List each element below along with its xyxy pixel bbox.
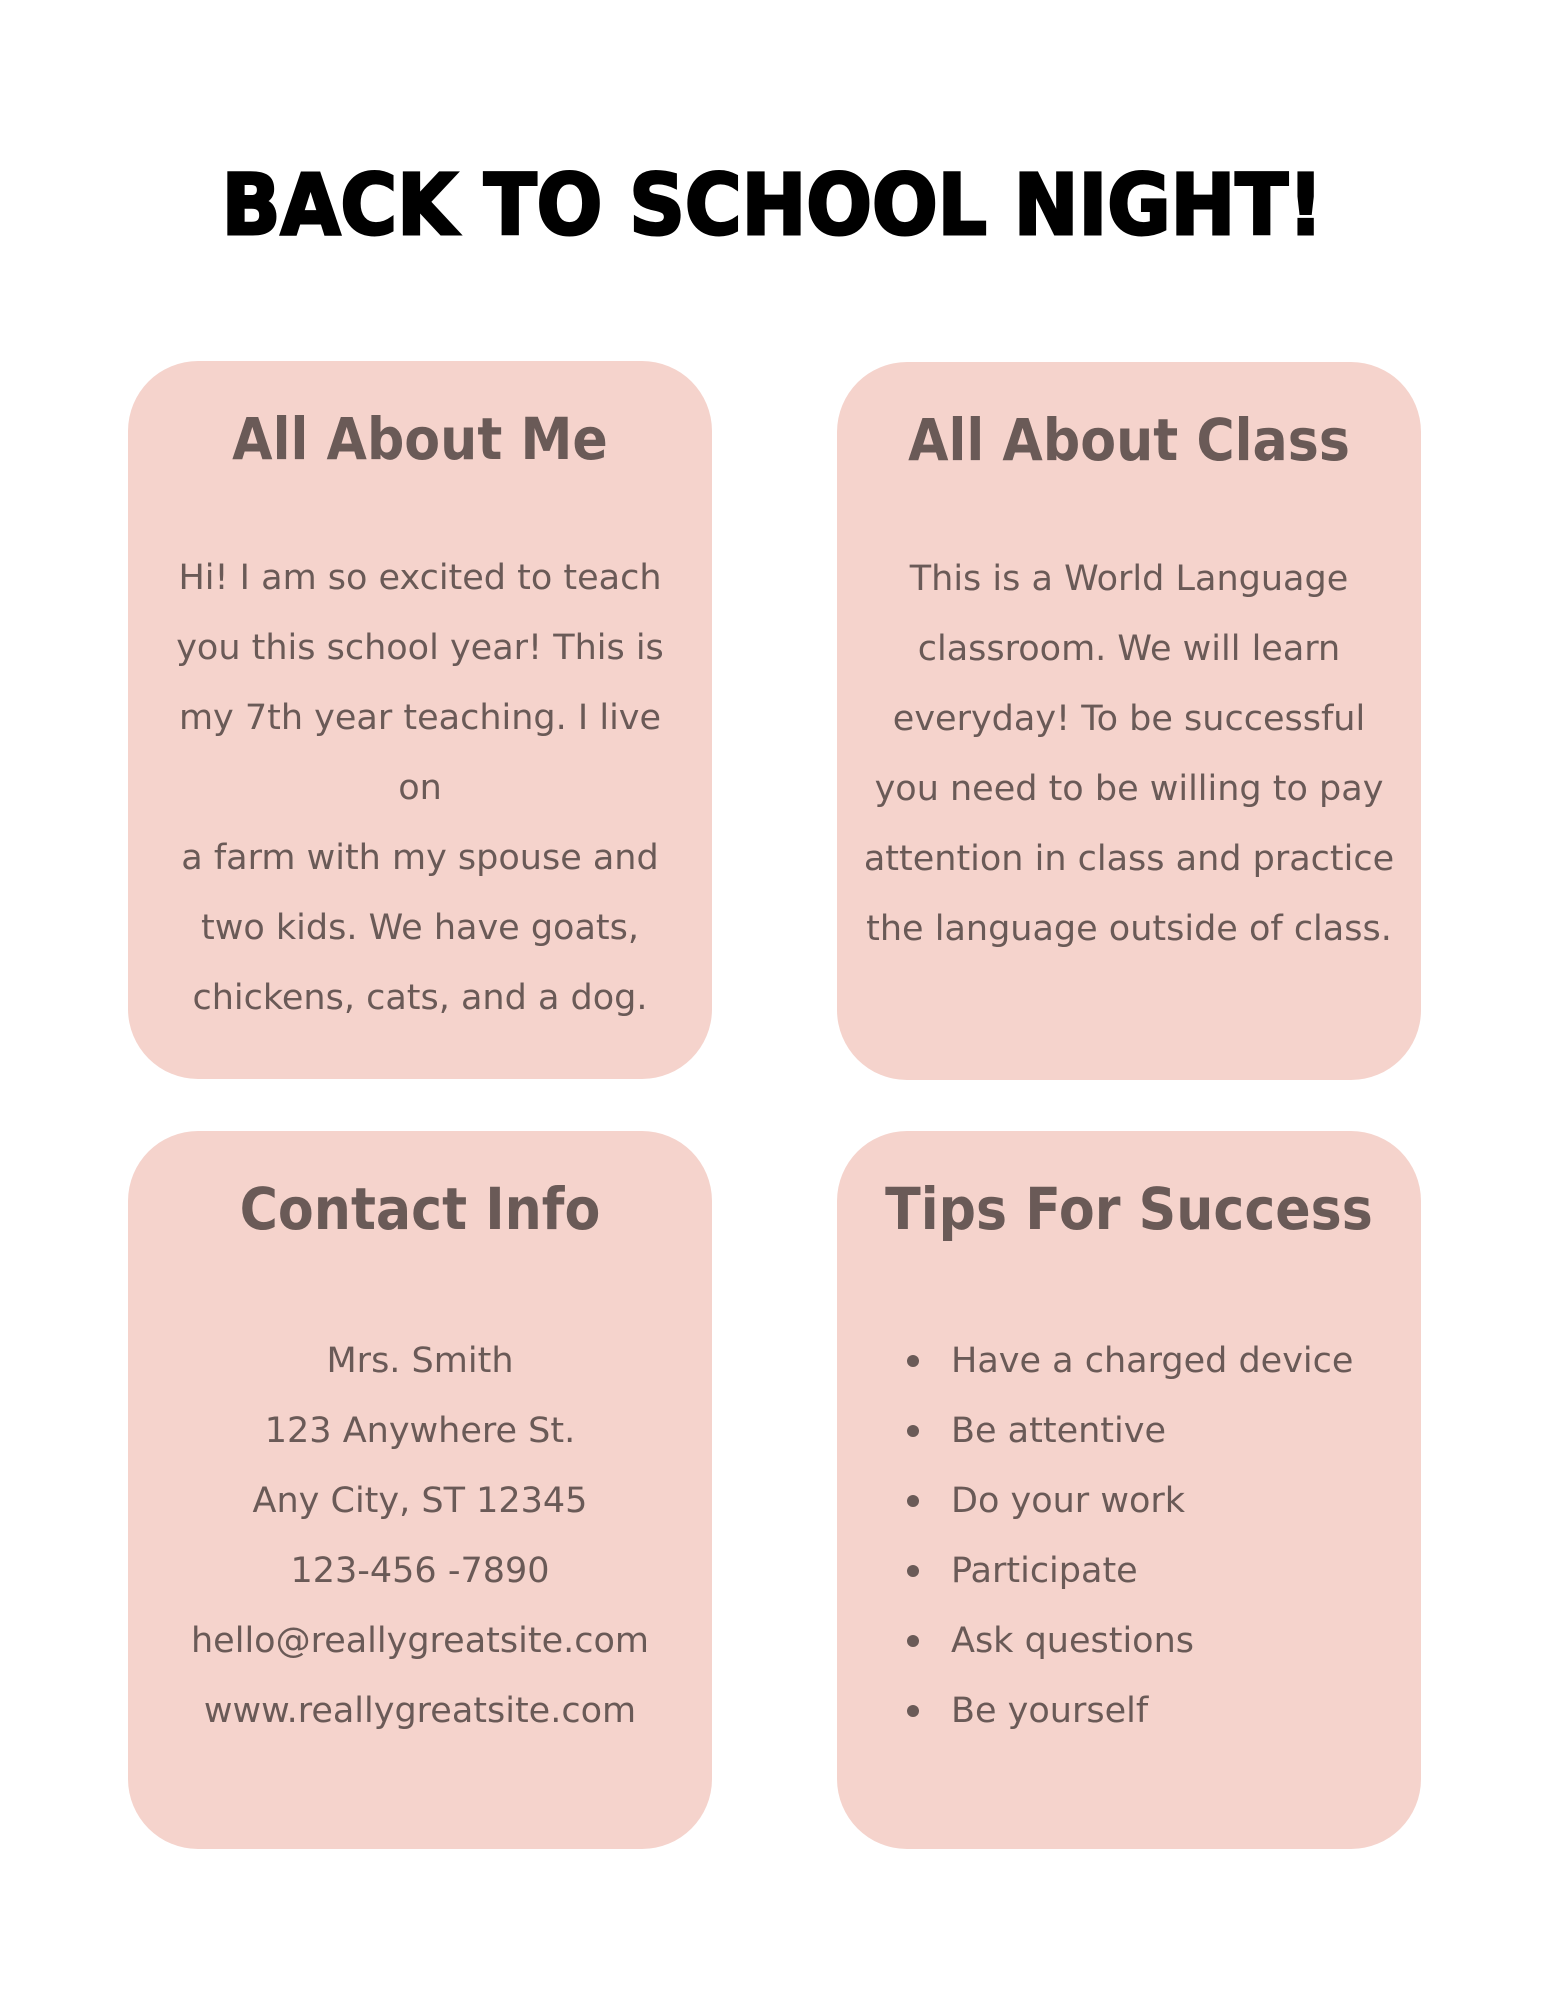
about-me-text xyxy=(152,543,688,1033)
tip-text: Do your work xyxy=(951,1481,1186,1521)
contact-street: 123 Anywhere St. xyxy=(264,1411,576,1451)
tip-text: Ask questions xyxy=(951,1621,1195,1661)
contact-info-heading: Contact Info xyxy=(239,1175,601,1243)
contact-phone: 123-456 -7890 xyxy=(290,1551,550,1591)
page-title: BACK TO SCHOOL NIGHT! xyxy=(221,156,1324,254)
about-class-heading: All About Class xyxy=(908,406,1350,474)
tips-heading: Tips For Success xyxy=(885,1175,1373,1243)
bullet-icon xyxy=(907,1495,919,1507)
about-me-line: Hi! I am so excited to teach xyxy=(178,558,662,598)
tip-text: Be yourself xyxy=(951,1691,1149,1731)
bullet-icon xyxy=(907,1635,919,1647)
about-class-text xyxy=(861,544,1397,964)
tips-card xyxy=(837,1131,1421,1849)
bullet-icon xyxy=(907,1705,919,1717)
about-class-line: everyday! To be successful xyxy=(892,699,1366,739)
about-me-heading: All About Me xyxy=(232,405,608,473)
about-me-card xyxy=(128,361,712,1079)
contact-name: Mrs. Smith xyxy=(326,1341,514,1381)
tip-item xyxy=(907,1606,1353,1676)
contact-info-card xyxy=(128,1131,712,1849)
contact-website: www.reallygreatsite.com xyxy=(203,1691,637,1731)
about-class-line: you need to be willing to pay xyxy=(874,769,1384,809)
contact-list xyxy=(128,1326,712,1746)
tip-text: Be attentive xyxy=(951,1411,1166,1451)
about-class-card xyxy=(837,362,1421,1080)
contact-city: Any City, ST 12345 xyxy=(252,1481,588,1521)
about-class-line: attention in class and practice xyxy=(863,839,1395,879)
about-me-line: a farm with my spouse and xyxy=(181,838,659,878)
tip-item xyxy=(907,1536,1353,1606)
bullet-icon xyxy=(907,1425,919,1437)
bullet-icon xyxy=(907,1355,919,1367)
tips-list xyxy=(907,1326,1353,1746)
about-me-line: chickens, cats, and a dog. xyxy=(192,978,648,1018)
bullet-icon xyxy=(907,1565,919,1577)
tip-item xyxy=(907,1466,1353,1536)
about-me-line: two kids. We have goats, xyxy=(201,908,639,948)
about-class-line: classroom. We will learn xyxy=(917,629,1341,669)
about-me-line: you this school year! This is xyxy=(176,628,664,668)
about-me-line: my 7th year teaching. I live on xyxy=(178,698,662,808)
tip-item xyxy=(907,1676,1353,1746)
tip-item xyxy=(907,1326,1353,1396)
contact-email: hello@reallygreatsite.com xyxy=(191,1621,649,1661)
about-class-line: the language outside of class. xyxy=(866,909,1392,949)
tip-text: Participate xyxy=(951,1551,1138,1591)
tip-item xyxy=(907,1396,1353,1466)
about-class-line: This is a World Language xyxy=(909,559,1349,599)
tip-text: Have a charged device xyxy=(951,1341,1354,1381)
